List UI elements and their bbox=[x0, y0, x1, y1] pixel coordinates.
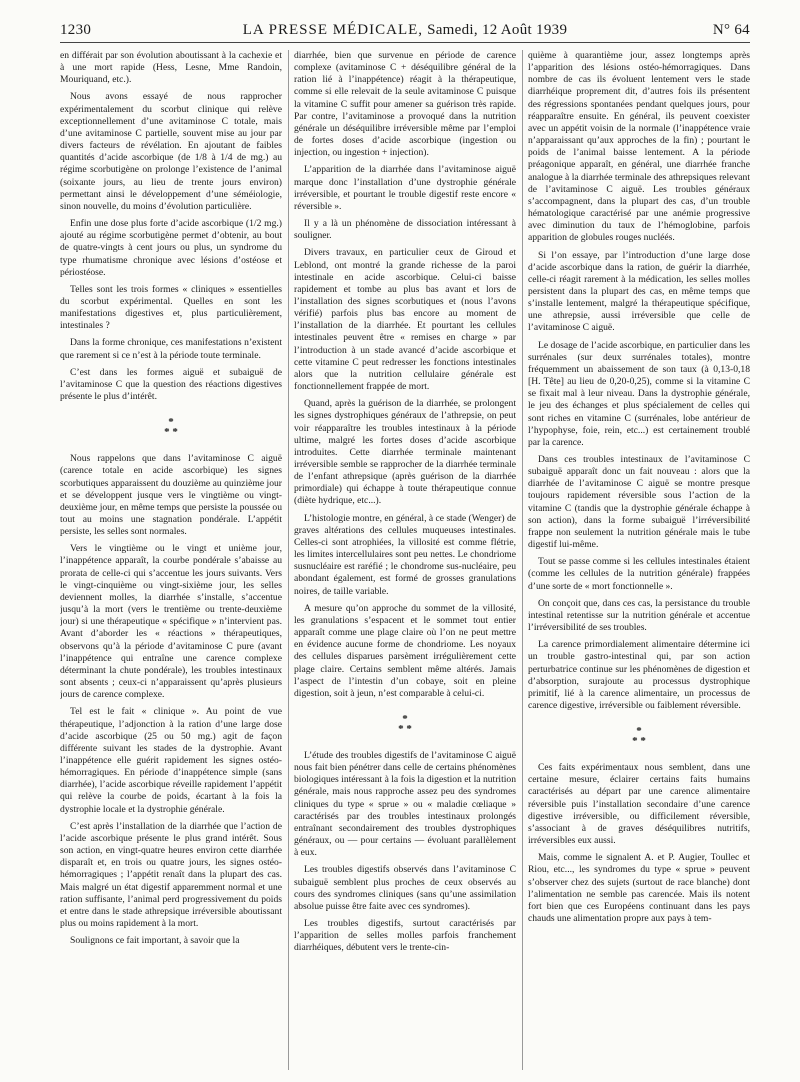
paragraph: Les troubles digestifs, surtout caractérisés par l’apparition de selles molles parfois franchement diarrhéiques, débutent vers le trente-cin- bbox=[294, 918, 516, 954]
text-column-1 bbox=[60, 50, 282, 1072]
paragraph: Tel est le fait « clinique ». Au point de vue thérapeutique, l’adjonction à la ration d’une large dose d’acide ascorbique (25 ou 50 mg.) agit de façon différente suivant les stades de la dystrophie. Avant l’inappétence elle guérit rapidement les signes ostéo-hémorragiques. En période d’inappétence simple (sans diarrhée), l’acide ascorbique réveille rapidement l’appétit qui relève la courbe de poids, écartant à la fois la dystrophie locale et la dystrophie générale. bbox=[60, 706, 282, 815]
paragraph: Quand, après la guérison de la diarrhée, se prolongent les signes dystrophiques généraux de l’athrepsie, on peut voir réapparaître les troubles intestinaux à la période ultime, malgré les fortes doses d’acide ascorbique introduites. Cette diarrhée terminale maintenant irréversible semble se rapprocher de la diarrhée terminale de l’enfant athrepsique (après guérison de la diarrhée primordiale) qui échappe à toute thérapeutique connue (diète hydrique, etc...). bbox=[294, 398, 516, 507]
paragraph: On conçoit que, dans ces cas, la persistance du trouble intestinal retentisse sur la nutrition générale et accentue l’irréversibilité de ses troubles. bbox=[528, 597, 750, 634]
separator-stars-bottom: * * bbox=[398, 722, 412, 735]
separator-star-top: * bbox=[402, 712, 408, 725]
page-number: 1230 bbox=[60, 22, 92, 38]
section-separator bbox=[528, 726, 750, 746]
separator-stars-bottom: * * bbox=[632, 735, 646, 748]
paragraph: Tout se passe comme si les cellules intestinales étaient (comme les cellules de la nutrition générale) frappées d’une sorte de « mort fonctionnelle ». bbox=[528, 556, 750, 592]
section-separator bbox=[294, 714, 516, 734]
paragraph: A mesure qu’on approche du sommet de la villosité, les granulations s’espacent et le sommet tout entier apparaît comme une plage claire où l’on ne peut mettre en évidence aucune forme de chondriome. Les noyaux des cellules disparues parsèment irrégulièrement cette plage claire. Certains semblent même altérés. Jamais l’aspect de l’intestin d’un cobaye, soit en pleine digestion, soit à jeun, n’est comparable à celui-ci. bbox=[294, 602, 516, 699]
paragraph: L’histologie montre, en général, à ce stade (Wenger) de graves altérations des cellules muqueuses intestinales. Celles-ci sont atrophiées, la villosité est comme flétrie, les limites intercellulaires sont peu nettes. Le chondriome susnucléaire est raréfié ; le chondrome sus-nucléaire, peu abondant également, est formé de grosses granulations noires, de taille variable. bbox=[294, 512, 516, 597]
paragraph: C’est après l’installation de la diarrhée que l’action de l’acide ascorbique présente le plus grand intérêt. Sous son action, en vingt-quatre heures environ cette diarrhée disparaît et, en trois ou quatre jours, les signes ostéo-hémorragiques ; l’appétit renaît dans la plupart des cas. Mais malgré un état digestif apparemment normal et une ration suffisante, l’animal perd progressivement du poids et entre dans le stade athrepsique irréversible aboutissant plus ou moins rapidement à la mort. bbox=[60, 820, 282, 929]
paragraph: L’étude des troubles digestifs de l’avitaminose C aiguë nous fait bien pénétrer dans celle de certains phénomènes biologiques intéressant à la fois la digestion et la nutrition générale, mais nous rapproche assez peu des syndromes cliniques du type « sprue » ou « maladie cœliaque » caractérisés par des troubles intestinaux prolongés entraînant secondairement des troubles dystrophiques généraux, ou — pour certains — évoluant parallèlement à eux. bbox=[294, 749, 516, 859]
column-divider bbox=[288, 50, 289, 1070]
paragraph: L’apparition de la diarrhée dans l’avitaminose aiguë marque donc l’installation d’une dystrophie générale irréversible, et pourtant le trouble digestif reste encore « réversible ». bbox=[294, 164, 516, 212]
paragraph: quième à quarantième jour, assez longtemps après l’apparition des lésions ostéo-hémorragiques. Dans nombre de cas ils évoluent lentement vers le stade diarrhéique proprement dit, d’autres fois ils présentent des régressions spontanées pendant quelques jours, pour réapparaître ensuite. En général, ils peuvent coexister avec un appétit voisin de la normale (l’inappétence vraie n’apparaissant qu’aux approches de la fin) ; pourtant le poids de l’animal baisse lentement. A la période préagonique apparaît, en général, une diarrhée franche analogue à la diarrhée terminale des athrepsiques relevant de l’avitaminose C aiguë. Les troubles généraux s’accompagnent, dans la plupart des cas, d’un trouble hématologique caractérisé par une anémie progressive avec diminution du taux de l’hémoglobine, parfois apparition de globules rouges nucléés. bbox=[528, 50, 750, 244]
issue-date: Samedi, 12 Août 1939 bbox=[427, 22, 568, 38]
paragraph: Dans ces troubles intestinaux de l’avitaminose C subaiguë apparaît donc un fait nouveau : alors que la diarrhée de l’avitaminose C aiguë se montre presque toujours rapidement réversible sous l’action de la vitamine C (tandis que la dystrophie générale échappe à son action), dans la forme subaiguë l’irréversibilité frappe non seulement la nutrition générale mais le tube digestif lui-même. bbox=[528, 454, 750, 551]
paragraph: Telles sont les trois formes « cliniques » essentielles du scorbut expérimental. Quelles en sont les manifestations digestives et, plus particulièrement, intestinales ? bbox=[60, 283, 282, 332]
paragraph: Nous avons essayé de nous rapprocher expérimentalement du scorbut clinique qui relève exceptionnellement d’une avitaminose C totale, mais d’une avitaminose C partielle, souvent mise au jour par divers facteurs de révélation. En ajoutant de faibles quantités d’acide ascorbique (de 1/8 à 1/4 de mg.) au régime scorbutigène on prolonge l’existence de l’animal (soixante jours, au lieu de trente jours environ) permettant ainsi le développement d’une séméiologie, sinon nouvelle, du moins d’évolution particulière. bbox=[60, 91, 282, 212]
paragraph: Nous rappelons que dans l’avitaminose C aiguë (carence totale en acide ascorbique) les signes scorbutiques apparaissent du douzième au quinzième jour et se développent jusque vers le vingtième ou vingt-deuxième jour, en même temps que persiste la poussée ou tout au moins une stagnation pondérale. L’appétit persiste, les selles sont normales. bbox=[60, 453, 282, 538]
separator-star-top: * bbox=[168, 416, 174, 429]
separator-stars-bottom: * * bbox=[164, 426, 178, 439]
column-divider bbox=[522, 50, 523, 1070]
paragraph: Enfin une dose plus forte d’acide ascorbique (1/2 mg.) ajouté au régime scorbutigène permet d’obtenir, au bout de quatre-vingts à cent jours ou plus, un syndrome du type rhumatisme chronique avec lésions d’ostéose et périostéose. bbox=[60, 218, 282, 278]
paragraph: Si l’on essaye, par l’introduction d’une large dose d’acide ascorbique dans la ration, de guérir la diarrhée, celle-ci réagit rarement à la médication, les selles molles persistent dans la plupart des cas, en même temps que s’installe lentement, malgré la thérapeutique spécifique, une athrepsie, aussi irréversible que celle de l’avitaminose C aiguë. bbox=[528, 249, 750, 334]
paragraph: C’est dans les formes aiguë et subaiguë de l’avitaminose C que la question des réactions digestives présente le plus d’intérêt. bbox=[60, 366, 282, 403]
paragraph: Mais, comme le signalent A. et P. Augier, Toullec et Riou, etc..., les syndromes du type « sprue » peuvent s’observer chez des sujets (surtout de race blanche) dont l’alimentation ne semble pas carencée. Mais ils notent fort bien que ces Européens continuant dans les pays chauds une alimentation propre aux pays à tem- bbox=[528, 852, 750, 924]
separator-star-top: * bbox=[636, 725, 642, 738]
paragraph: Vers le vingtième ou le vingt et unième jour, l’inappétence apparaît, la courbe pondérale s’abaisse au prorata de celle-ci qui s’accentue les jours suivants. Vers le vingt-cinquième ou vingt-sixième jour, les selles deviennent molles, la diarrhée s’installe, s’accentue jusqu’à la mort (vers le trentième ou trente-deuxième jour) si une thérapeutique « spécifique » n’intervient pas. Avant d’aborder les « réactions » thérapeutiques, observons qu’à la période d’avitaminose C pure (avant l’inappétence qui entraîne une carence complexe déterminant la chute pondérale), les troubles intestinaux sont absents ; ceux-ci n’apparaissent qu’après plusieurs jours de carence complexe. bbox=[60, 543, 282, 701]
text-column-2 bbox=[294, 50, 516, 1072]
paragraph: Soulignons ce fait important, à savoir que la bbox=[70, 935, 240, 947]
running-title bbox=[60, 22, 750, 39]
paragraph: Dans la forme chronique, ces manifestations n’existent que rarement si ce n’est à la période toute terminale. bbox=[60, 337, 282, 361]
paragraph: Il y a là un phénomène de dissociation intéressant à souligner. bbox=[294, 218, 516, 242]
journal-name: LA PRESSE MÉDICALE, bbox=[242, 22, 424, 38]
paragraph: Ces faits expérimentaux nous semblent, dans une certaine mesure, éclairer certains faits humains caractérisés au départ par une carence alimentaire réversible puis l’installation secondaire d’une carence digestive irréversible, ou difficilement réversible, s’associant à de graves déséquilibres nutritifs, irréversibles eux aussi. bbox=[528, 762, 750, 847]
text-column-3 bbox=[528, 50, 750, 1072]
paragraph: Le dosage de l’acide ascorbique, en particulier dans les surrénales (sur deux surrénales totales), montre fréquemment un abaissement de son taux (à 0,13-0,18 [H. Tête] au lieu de 0,20-0,25), comme si la vitamine C se fixait mal à leur niveau. Dans la dystrophie générale, le jeu des échanges et plus spécialement de celles qui sont riches en vitamine C (surrénales, lobe antérieur de l’hypophyse, foie, rein, etc...) est certainement troublé par la carence. bbox=[528, 339, 750, 448]
paragraph: en différait par son évolution aboutissant à la cachexie et à une mort rapide (Hess, Lesne, Mme Randoin, Mouriquand, etc.). bbox=[60, 50, 282, 86]
paragraph: Les troubles digestifs observés dans l’avitaminose C subaiguë semblent plus proches de ceux observés au cours des syndromes cliniques (sans qu’une assimilation absolue puisse être faite avec ces syndromes). bbox=[294, 864, 516, 912]
page-header bbox=[60, 20, 750, 43]
issue-number: N° 64 bbox=[712, 22, 750, 38]
paragraph: La carence primordialement alimentaire détermine ici un trouble gastro-intestinal qui, par son action perturbatrice continue sur les phénomènes de digestion et d’absorption, surajoute au processus dystrophique primitif, lié à la carence alimentaire, un processus de carence digestive, irréversible ou faiblement réversible. bbox=[528, 639, 750, 711]
section-separator bbox=[60, 417, 282, 437]
paragraph: Divers travaux, en particulier ceux de Giroud et Leblond, ont montré la grande richesse de la paroi intestinale en acide ascorbique. Celui-ci baisse rapidement et tombe au plus bas avant et lors de l’installation des signes scorbutiques et (nous l’avons vérifié) parfois plus bas encore au moment de l’installation de la diarrhée. Et pourtant les cellules intestinales peuvent être « remises en charge » par l’introduction à un stade avancé d’acide ascorbique et cette vitamine C peut redresser les fonctions intestinales alors que la nutrition cellulaire générale est fonctionnellement frappée de mort. bbox=[294, 247, 516, 393]
paragraph: diarrhée, bien que survenue en période de carence complexe (avitaminose C + déséquilibre général de la ration lié à l’inappétence) réagit à la thérapeutique, comme si elle relevait de la seule avitaminose C puisque la vitamine C suffit pour amener sa guérison très rapide. Par contre, l’avitaminose a provoqué dans la nutrition générale un déséquilibre irréversible même par l’emploi de fortes doses d’acide ascorbique (ingestion ou injection, ou ingestion + injection). bbox=[294, 50, 516, 159]
